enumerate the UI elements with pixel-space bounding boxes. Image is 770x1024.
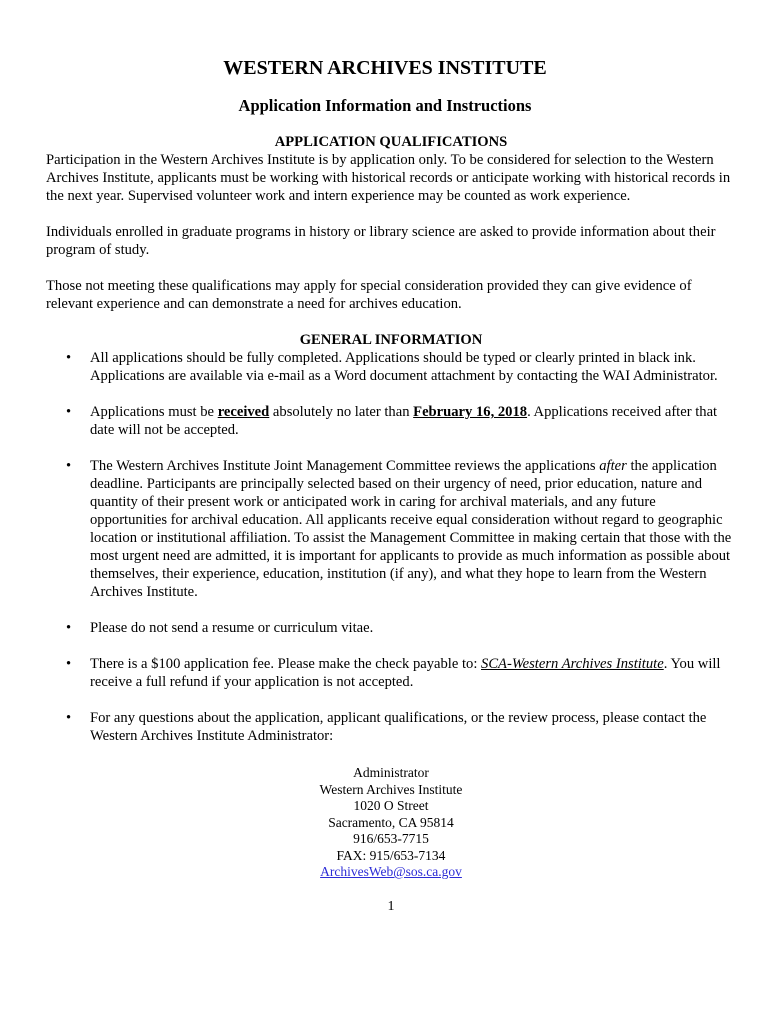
text-run: The Western Archives Institute Joint Management Committee reviews the applications xyxy=(90,458,600,474)
text-run: . Applications received after that date will not be accepted. xyxy=(90,404,718,438)
text-run: . You will receive a full refund if your application is not accepted. xyxy=(90,656,721,690)
document-subtitle: Application Information and Instructions xyxy=(238,96,532,115)
bullet-icon: • xyxy=(66,710,72,726)
payee-name: SCA-Western Archives Institute xyxy=(481,656,664,672)
document-body xyxy=(46,133,736,916)
document-title: WESTERN ARCHIVES INSTITUTE xyxy=(223,57,547,79)
text-run: absolutely no later than xyxy=(269,404,414,420)
list-item xyxy=(46,457,736,601)
bullet-icon: • xyxy=(66,404,72,420)
contact-email-link[interactable]: ArchivesWeb@sos.ca.gov xyxy=(320,864,462,879)
bullet-text xyxy=(90,404,717,438)
list-item xyxy=(46,655,736,691)
bullet-icon: • xyxy=(66,656,72,672)
list-item xyxy=(46,403,736,439)
bullet-text: Please do not send a resume or curriculum vitae. xyxy=(90,620,374,636)
text-run: the application deadline. Participants are principally selected based on their urgency of need, prior education, nature and quantity of their present work or anticipated work in caring for archival materials, and any future opportunities for archival education. All applicants receive equal consideration without regard to geographic location or institutional affiliation. To assist the Management Committee in making certain that those with the most urgent need are admitted, it is important for applicants to provide as much information as possible about themselves, their experience, education, institution (if any), and what they hope to learn from the Western Archives Institute. xyxy=(90,458,732,600)
text-run: There is a $100 application fee. Please make the check payable to: xyxy=(90,656,482,672)
list-item xyxy=(46,709,736,745)
contact-phone: 916/653-7715 xyxy=(353,831,429,846)
deadline-date: February 16, 2018 xyxy=(413,404,528,420)
after-emphasis: after xyxy=(599,458,627,474)
bullet-text xyxy=(90,458,731,600)
bullet-text xyxy=(90,656,720,690)
contact-role: Administrator xyxy=(353,765,429,780)
qualifications-heading: APPLICATION QUALIFICATIONS xyxy=(274,134,508,150)
contact-org: Western Archives Institute xyxy=(319,781,463,797)
bullet-icon: • xyxy=(66,620,72,636)
list-item xyxy=(46,349,736,385)
text-run: Applications must be xyxy=(90,404,218,420)
contact-block xyxy=(46,765,736,881)
qualifications-paragraph-1: Participation in the Western Archives Institute is by application only. To be considered for selection to the Western Archives Institute, applicants must be working with historical records or anticipate working with historical records in the next year. Supervised volunteer work and intern experience may be counted as work experience. xyxy=(46,152,731,204)
contact-fax: FAX: 915/653-7134 xyxy=(336,847,446,863)
bullet-text: For any questions about the application, applicant qualifications, or the review process, please contact the Western Archives Institute Administrator: xyxy=(90,710,707,744)
general-info-list xyxy=(46,349,736,745)
qualifications-paragraph-2: Individuals enrolled in graduate programs in history or library science are asked to provide information about their program of study. xyxy=(46,224,716,258)
qualifications-paragraph-3: Those not meeting these qualifications may apply for special consideration provided they can give evidence of relevant experience and can demonstrate a need for archives education. xyxy=(46,278,692,312)
list-item xyxy=(46,619,736,637)
contact-city: Sacramento, CA 95814 xyxy=(328,814,454,830)
page-number: 1 xyxy=(387,898,395,914)
contact-street: 1020 O Street xyxy=(353,798,429,813)
bullet-text: All applications should be fully completed. Applications should be typed or clearly printed in black ink. Applications are available via e-mail as a Word document attachment by contacting the WAI Administrator. xyxy=(90,350,718,384)
bullet-icon: • xyxy=(66,458,72,474)
bullet-icon: • xyxy=(66,350,72,366)
received-emphasis: received xyxy=(217,404,270,420)
general-info-heading: GENERAL INFORMATION xyxy=(299,332,483,348)
